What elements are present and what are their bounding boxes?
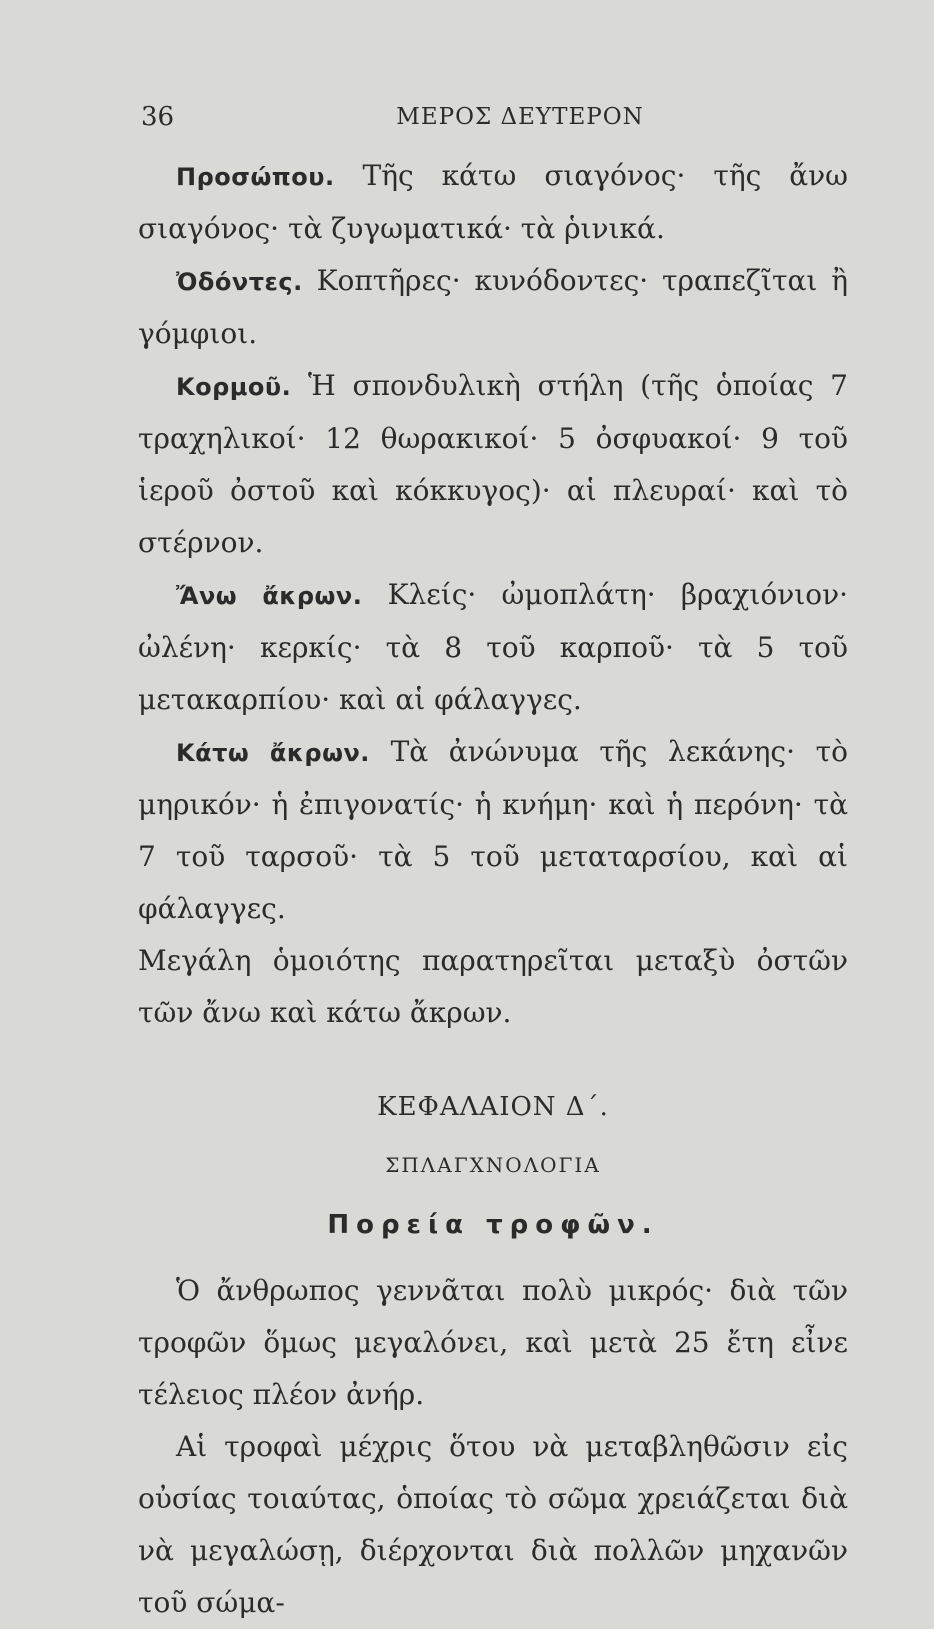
paragraph-kormou <box>138 360 848 569</box>
paragraph-text: Ὁ ἄνθρωπος γεννᾶται πολὺ μικρός· διὰ τῶν τροφῶν ὅμως μεγαλόνει, καὶ μετὰ 25 ἔτη εἶνε τέλειος πλέον ἀνήρ. <box>138 1274 848 1411</box>
paragraph-ano-akron <box>138 569 848 726</box>
paragraph-text: Ἡ σπονδυλικὴ στήλη (τῆς ὁποίας 7 τραχηλικοί· 12 θωρακικοί· 5 ὀσφυακοί· 9 τοῦ ἱεροῦ ὀστοῦ καὶ κόκκυγος)· αἱ πλευραί· καὶ τὸ στέρνον. <box>138 369 848 559</box>
running-title: ΜΕΡΟΣ ΔΕΥΤΕΡΟΝ <box>396 104 644 130</box>
paragraph-term: Κάτω ἄκρων. <box>176 739 370 767</box>
paragraph-human-growth <box>138 1265 848 1421</box>
paragraph-text: Αἱ τροφαὶ μέχρις ὅτου νὰ μεταβληθῶσιν εἰς οὐσίας τοιαύτας, ὁποίας τὸ σῶμα χρειάζεται διὰ νὰ μεγαλώσῃ, διέρχονται διὰ πολλῶν μηχανῶν τοῦ σώμα- <box>138 1430 848 1619</box>
chapter-title: ΚΕΦΑΛΑΙΟΝ Δ΄. <box>377 1092 609 1122</box>
paragraph-text: Κοπτῆρες· κυνόδοντες· τραπεζῖται ἢ γόμφιοι. <box>138 264 848 350</box>
paragraph-term: Κορμοῦ. <box>176 373 292 401</box>
page-body <box>138 150 848 1629</box>
paragraph-text: Τῆς κάτω σιαγόνος· τῆς ἄνω σιαγόνος· τὰ ζυγωματικά· τὰ ῥινικά. <box>138 159 848 245</box>
paragraph-odontes <box>138 255 848 360</box>
paragraph-text: Κλείς· ὠμοπλάτη· βραχιόνιον· ὠλένη· κερκίς· τὰ 8 τοῦ καρποῦ· τὰ 5 τοῦ μετακαρπίου· καὶ αἱ φάλαγγες. <box>138 578 849 716</box>
paragraph-text: Τὰ ἀνώνυμα τῆς λεκάνης· τὸ μηρικόν· ἡ ἐπιγονατίς· ἡ κνήμη· καὶ ἡ περόνη· τὰ 7 τοῦ ταρσοῦ· τὰ 5 τοῦ μεταταρσίου, καὶ αἱ φάλαγγες. <box>138 735 848 925</box>
paragraph-term: Προσώπου. <box>176 163 335 191</box>
chapter-subtitle: ΣΠΛΑΓΧΝΟΛΟΓΙΑ <box>385 1153 601 1177</box>
page-number: 36 <box>141 102 175 132</box>
paragraph-food-path <box>138 1421 848 1629</box>
paragraph-similarity <box>138 935 848 1039</box>
page-header <box>137 102 843 138</box>
paragraph-text: Μεγάλη ὁμοιότης παρατηρεῖται μεταξὺ ὀστῶν τῶν ἄνω καὶ κάτω ἄκρων. <box>138 944 848 1029</box>
paragraph-prosopou <box>138 150 848 255</box>
paragraph-term: Ὀδόντες. <box>176 268 303 296</box>
paragraph-term: Ἄνω ἄκρων. <box>176 582 363 610</box>
section-title: Πορεία τροφῶν. <box>327 1210 659 1240</box>
paragraph-kato-akron <box>138 726 848 935</box>
